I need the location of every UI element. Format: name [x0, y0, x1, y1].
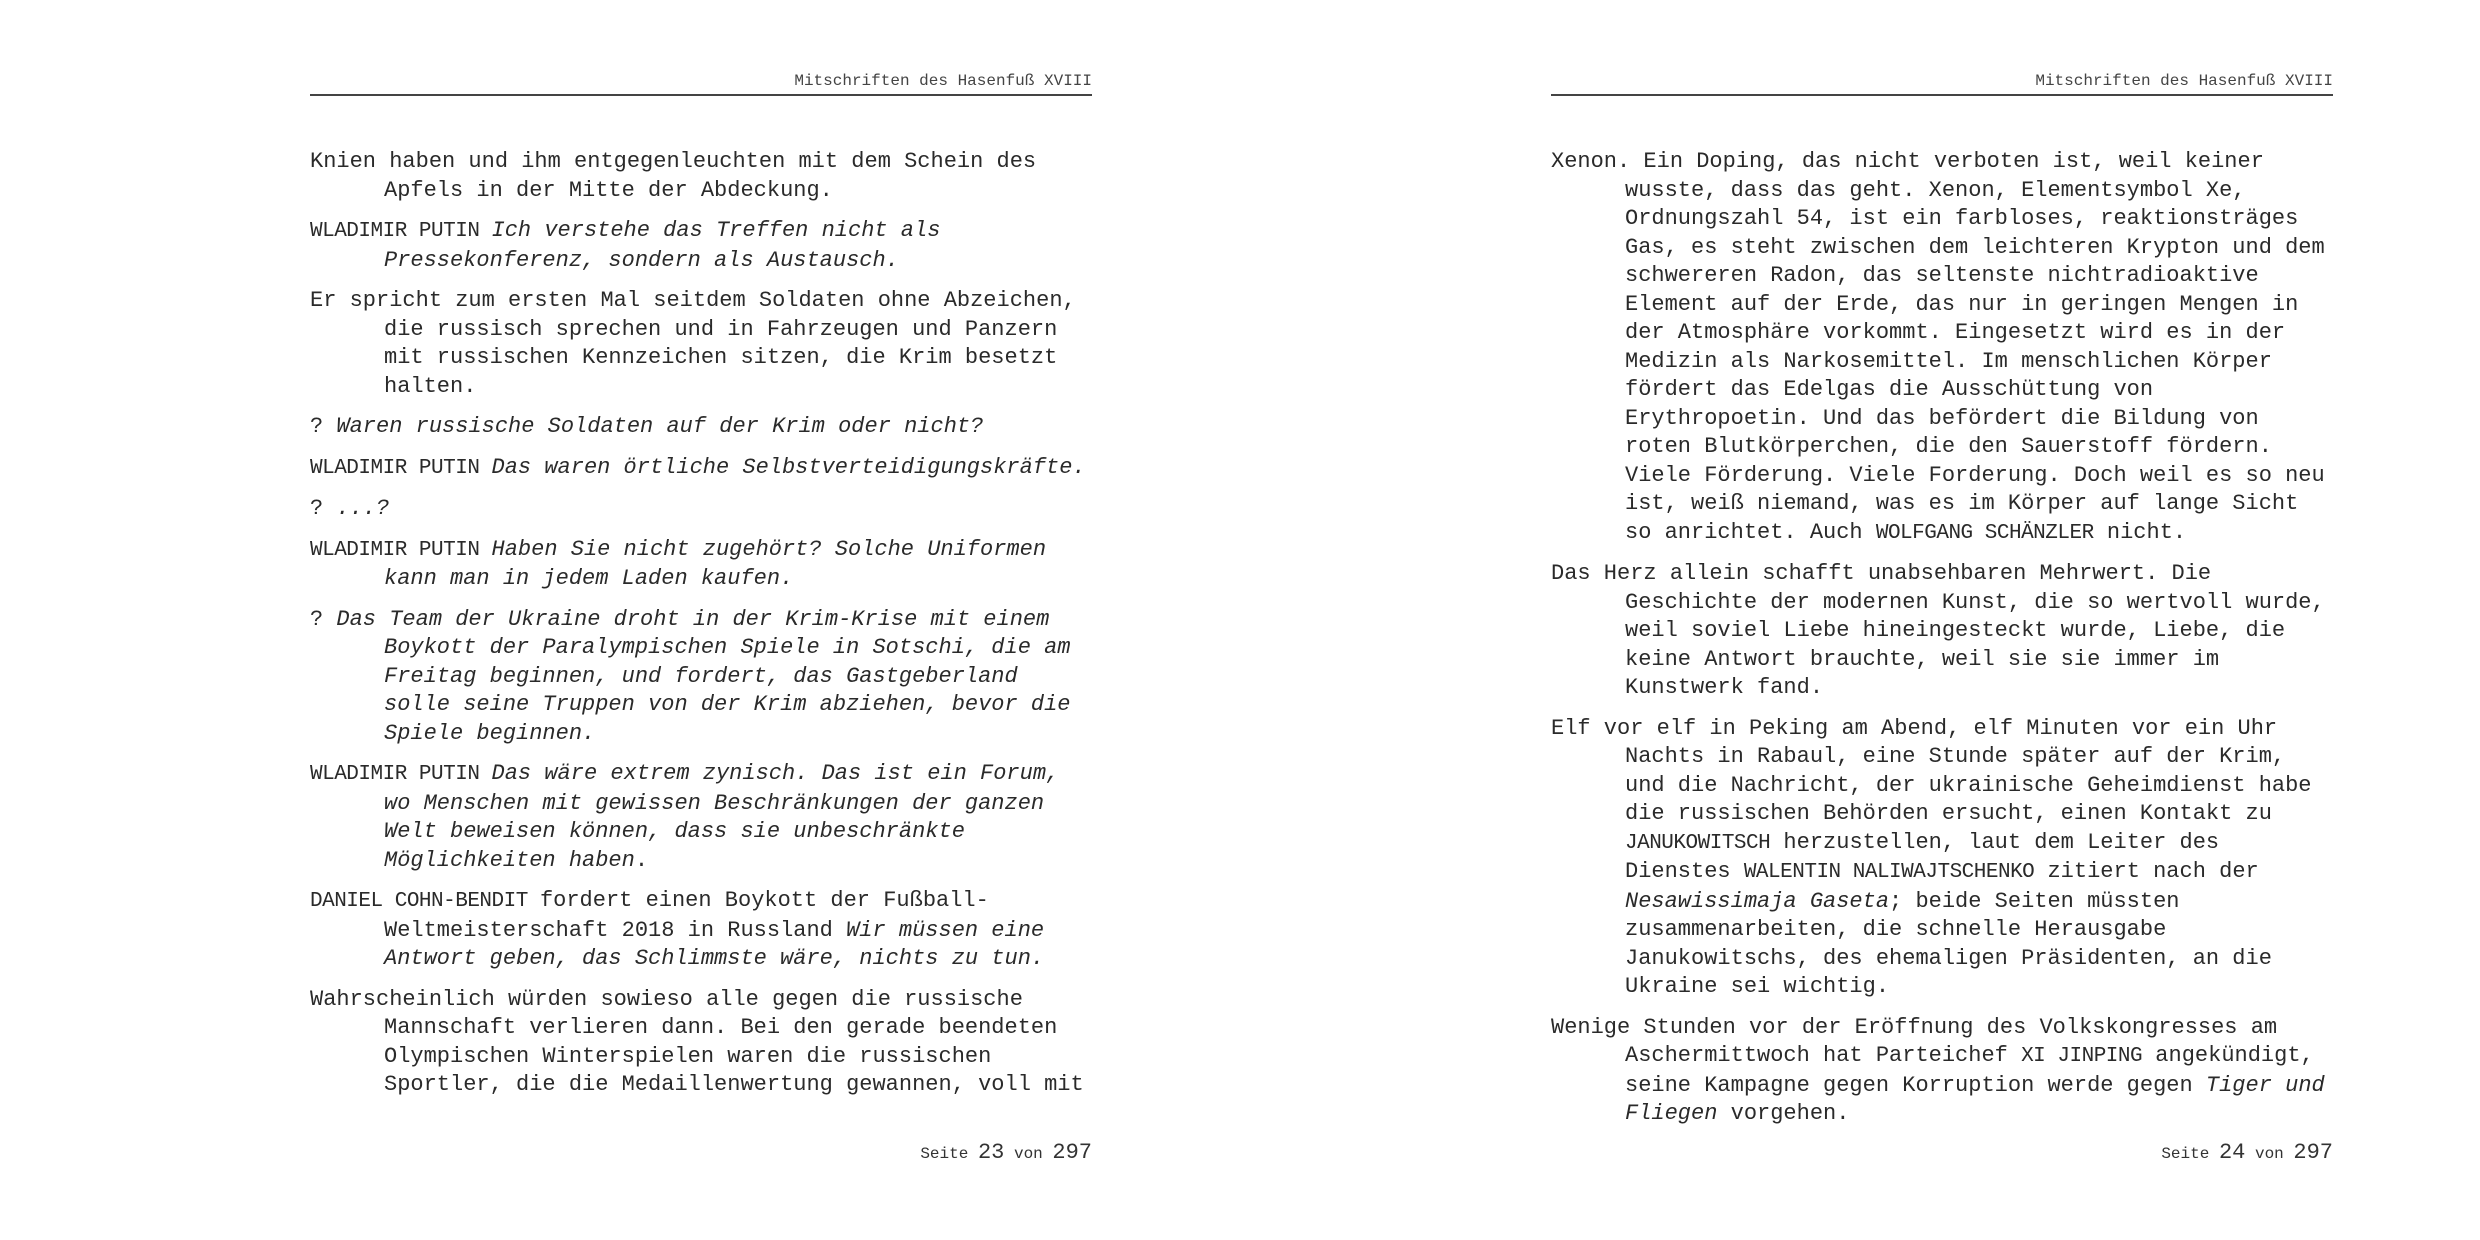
- paragraph: [310, 986, 1092, 1100]
- paragraph: [1551, 1014, 2333, 1129]
- paragraph: [310, 760, 1092, 875]
- text-run: Elf vor elf in Peking am Abend, elf Minuten vor ein Uhr Nachts in Rabaul, eine Stunde später auf der Krim, und die Nachricht, der ukrainische Geheimdienst habe die russischen Behörden ersucht, einen Kontakt zu: [1551, 715, 2312, 826]
- left-page: [310, 0, 1110, 1240]
- text-run: ?: [310, 496, 337, 521]
- text-run: .: [634, 847, 649, 873]
- speaker-name: XI JINPING: [2021, 1045, 2143, 1068]
- paragraph: [310, 887, 1092, 974]
- text-run: Xenon. Ein Doping, das nicht verboten ist, weil keiner wusste, dass das geht. Xenon, Elementsymbol Xe, Ordnungszahl 54, ist ein farbloses, reaktionsträges Gas, es steht zwischen dem leichteren Krypton und dem schwereren Radon, das seltenste nichtradioaktive Element auf der Erde, das nur in geringen Mengen in der Atmosphäre vorkommt. Eingesetzt wird es in der Medizin als Narkosemittel. Im menschlichen Körper fördert das Edelgas die Ausschüttung von Erythropoetin. Und das befördert die Bildung von roten Blutkörperchen, die den Sauerstoff fördern. Viele Förderung. Viele Forderung. Doch weil es so neu ist, weiß niemand, was es im Körper auf lange Sicht so anrichtet. Auch: [1551, 149, 2325, 545]
- page-total: 297: [1052, 1140, 1092, 1165]
- paragraph: [310, 217, 1092, 275]
- text-run: Wenige Stunden vor der Eröffnung des Volkskongresses am Aschermittwoch hat Parteichef: [1551, 1014, 2278, 1068]
- paragraph: [1551, 148, 2333, 548]
- footer-seite-label: Seite: [920, 1145, 969, 1163]
- right-page: [1551, 0, 2351, 1240]
- speaker-name: WALENTIN NALIWAJTSCHENKO: [1743, 861, 2035, 884]
- paragraph: [310, 413, 1092, 442]
- italic-text: Wir müssen eine Antwort geben, das Schlimmste wäre, nichts zu tun.: [384, 917, 1045, 971]
- page-body: [1551, 148, 2333, 1141]
- text-run: Knien haben und ihm entgegenleuchten mit dem Schein des Apfels in der Mitte der Abdeckung.: [310, 149, 1037, 203]
- italic-text: Das wäre extrem zynisch. Das ist ein Forum, wo Menschen mit gewissen Beschränkungen der ganzen Welt beweisen können, dass sie unbeschränkte Möglichkeiten haben: [384, 761, 1060, 873]
- text-run: zitiert nach der: [2034, 859, 2259, 884]
- text-run: fordert einen Boykott der Fußball-Weltmeisterschaft 2018 in Russland: [384, 888, 989, 943]
- text-run: angekündigt, seine Kampagne gegen Korruption werde gegen: [1625, 1043, 2314, 1098]
- paragraph: [310, 454, 1092, 484]
- page-footer: [1551, 1140, 2333, 1165]
- speaker-name: DANIEL COHN-BENDIT: [310, 890, 540, 913]
- page-number: 24: [2218, 1140, 2246, 1165]
- italic-text: Tiger und Fliegen: [1625, 1072, 2325, 1126]
- italic-text: Das waren örtliche Selbstverteidigungskräfte.: [491, 454, 1086, 480]
- running-header: Mitschriften des Hasenfuß XVIII: [310, 72, 1092, 96]
- speaker-name: WLADIMIR PUTIN: [310, 538, 492, 562]
- speaker-name: JANUKOWITSCH: [1625, 831, 1771, 855]
- text-run: Wahrscheinlich würden sowieso alle gegen die russische Mannschaft verlieren dann. Bei den gerade beendeten Olympischen Winterspielen waren die russischen Sportler, die die Medaillenwertung gewannen, voll mit: [310, 986, 1084, 1097]
- speaker-name: WOLFGANG SCHÄNZLER: [1875, 521, 2094, 545]
- italic-text: Ich verstehe das Treffen nicht als Pressekonferenz, sondern als Austausch.: [384, 218, 941, 273]
- italic-text: ...?: [336, 496, 390, 521]
- speaker-name: WLADIMIR PUTIN: [310, 763, 492, 786]
- speaker-name: WLADIMIR PUTIN: [310, 456, 492, 480]
- text-run: ?: [310, 414, 337, 439]
- paragraph: [310, 148, 1092, 205]
- page-total: 297: [2293, 1140, 2333, 1165]
- text-run: ?: [310, 606, 337, 632]
- text-run: vorgehen.: [1717, 1101, 1850, 1126]
- text-run: nicht.: [2093, 519, 2187, 545]
- running-header: Mitschriften des Hasenfuß XVIII: [1551, 72, 2333, 96]
- page-footer: [310, 1140, 1092, 1165]
- footer-von-label: von: [1013, 1145, 1043, 1163]
- footer-seite-label: Seite: [2161, 1145, 2210, 1163]
- text-run: herzustellen, laut dem Leiter des Dienstes: [1625, 829, 2220, 884]
- text-run: Das Herz allein schafft unabsehbaren Mehrwert. Die Geschichte der modernen Kunst, die so wertvoll wurde, weil soviel Liebe hineingesteckt wurde, Liebe, die keine Antwort brauchte, weil sie sie immer im Kunstwerk fand.: [1551, 561, 2325, 700]
- paragraph: [1551, 560, 2333, 703]
- italic-text: Das Team der Ukraine droht in der Krim-Krise mit einem Boykott der Paralympischen Spiele in Sotschi, die am Freitag beginnen, und fordert, das Gastgeberland solle seine Truppen von der Krim abziehen, bevor die Spiele beginnen.: [336, 606, 1071, 746]
- paragraph: [310, 536, 1092, 594]
- text-run: Er spricht zum ersten Mal seitdem Soldaten ohne Abzeichen, die russisch sprechen und in Fahrzeugen und Panzern mit russischen Kennzeichen sitzen, die Krim besetzt halten.: [310, 288, 1076, 399]
- italic-text: Haben Sie nicht zugehört? Solche Uniformen kann man in jedem Laden kaufen.: [384, 536, 1047, 591]
- page-body: [310, 148, 1092, 1112]
- footer-von-label: von: [2254, 1145, 2284, 1163]
- italic-text: Waren russische Soldaten auf der Krim oder nicht?: [336, 414, 984, 439]
- paragraph: [1551, 715, 2333, 1002]
- speaker-name: WLADIMIR PUTIN: [310, 220, 492, 243]
- text-run: ; beide Seiten müssten zusammenarbeiten, die schnelle Herausgabe Janukowitschs, des ehemaligen Präsidenten, an die Ukraine sei wichtig.: [1625, 888, 2272, 999]
- italic-text: Nesawissimaja Gaseta: [1625, 888, 1890, 914]
- paragraph: [310, 287, 1092, 401]
- page-number: 23: [977, 1140, 1005, 1165]
- paragraph: [310, 495, 1092, 524]
- paragraph: [310, 606, 1092, 749]
